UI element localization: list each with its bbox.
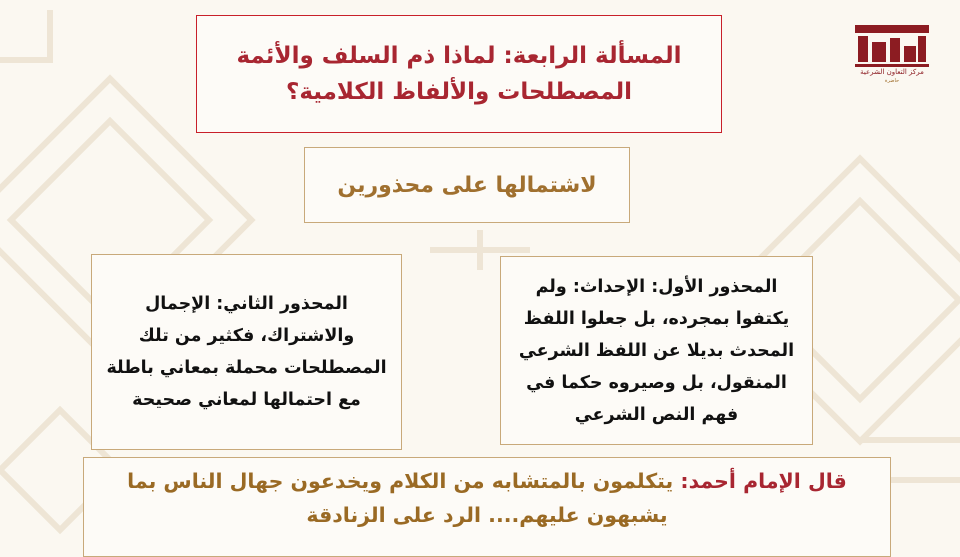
second-caveat-line-3: المصطلحات محملة بمعاني باطلة [106, 358, 387, 378]
first-caveat-line-1: المحذور الأول: الإحداث: ولم [535, 276, 778, 297]
quote-speaker: قال الإمام أحمد: [680, 469, 847, 493]
ihkam-logo [852, 24, 932, 90]
first-caveat-line-2: يكتفوا بمجرده، بل جعلوا اللفظ [523, 308, 790, 329]
imam-ahmad-quote-box [83, 457, 891, 557]
first-caveat-line-5: فهم النص الشرعي [574, 404, 739, 425]
second-caveat-line-2: والاشتراك، فكثير من تلك [138, 326, 355, 346]
question-title-box [196, 15, 722, 133]
first-caveat-card [500, 256, 813, 445]
quote-text-2: يشبهون عليهم.... الرد على الزنادقة [306, 503, 668, 527]
second-caveat-line-4: مع احتمالها لمعاني صحيحة [132, 390, 361, 410]
first-caveat-line-4: المنقول، بل وصيروه حكما في [526, 372, 787, 393]
ihkam-logo-mark [854, 24, 930, 68]
logo-tag: حاضرة [884, 78, 900, 84]
first-caveat-line-3: المحدث بديلا عن اللفظ الشرعي [518, 340, 795, 361]
quote-line-1 [102, 464, 872, 498]
quote-text-1: يتكلمون بالمتشابه من الكلام ويخدعون جهال الناس بما [127, 469, 674, 493]
answer-heading-box [304, 147, 630, 223]
second-caveat-line-1: المحذور الثاني: الإجمال [145, 294, 348, 314]
question-title-line-2: المصطلحات والألفاظ الكلامية؟ [285, 79, 633, 105]
question-title-line-1: المسألة الرابعة: لماذا ذم السلف والأئمة [236, 43, 682, 69]
second-caveat-card [91, 254, 402, 450]
logo-subtitle: مركز التعاون الشرعية [860, 68, 924, 76]
answer-heading: لاشتمالها على محذورين [337, 172, 597, 198]
